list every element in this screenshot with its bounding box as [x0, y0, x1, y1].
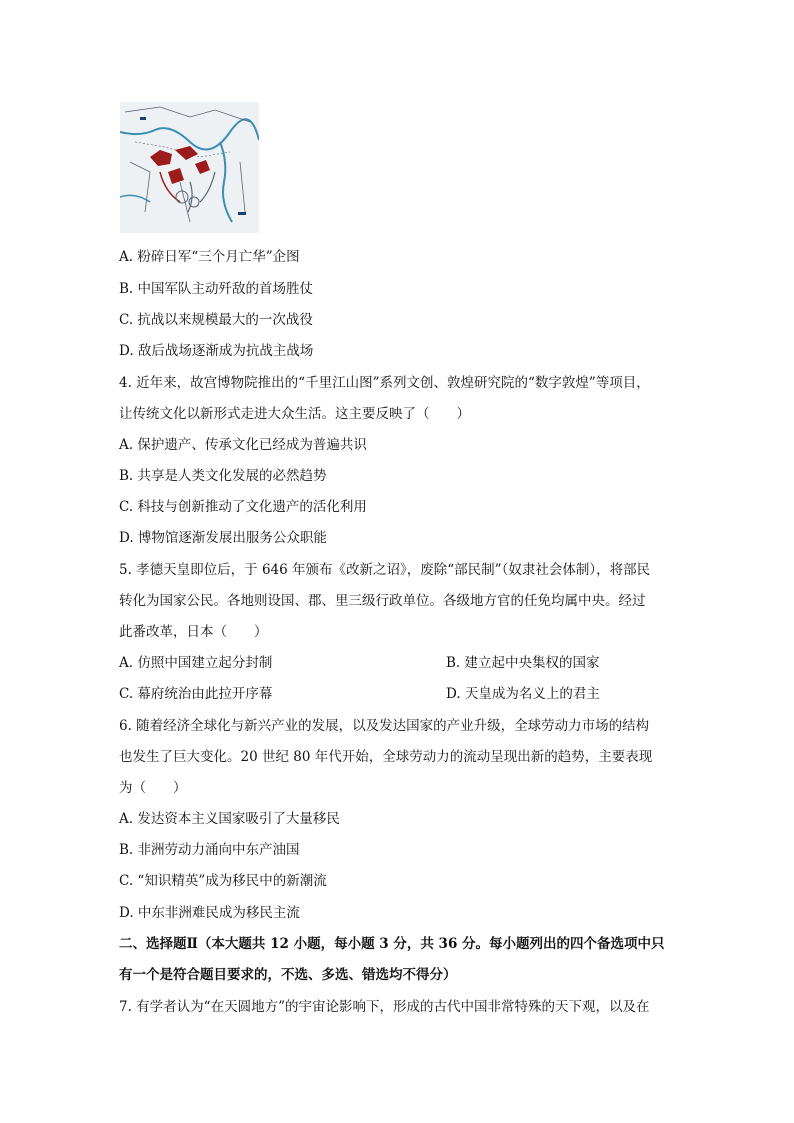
q5-stem-line3: 此番改革，日本（ ）	[119, 624, 268, 640]
q6-stem-line1: 6. 随着经济全球化与新兴产业的发展，以及发达国家的产业升级，全球劳动力市场的结构	[119, 718, 650, 734]
section2-heading-line2: 有一个是符合题目要求的，不选、多选、错选均不得分）	[119, 967, 457, 983]
q5-option-c[interactable]: C. 幕府统治由此拉开序幕	[119, 686, 273, 702]
q6-option-d[interactable]: D. 中东非洲难民成为移民主流	[119, 905, 300, 921]
q3-option-d[interactable]: D. 敌后战场逐渐成为抗战主战场	[119, 343, 314, 359]
q6-stem-line2: 也发生了巨大变化。20 世纪 80 年代开始，全球劳动力的流动呈现出新的趋势，主要表现	[119, 749, 653, 765]
q7-stem-line1: 7. 有学者认为“在天圆地方”的宇宙论影响下，形成的古代中国非常特殊的天下观，以及在	[119, 999, 650, 1015]
q5-stem-line2: 转化为国家公民。各地则设国、郡、里三级行政单位。各级地方官的任免均属中央。经过	[119, 593, 646, 609]
q5-option-a[interactable]: A. 仿照中国建立起分封制	[119, 655, 273, 671]
q4-stem-line1: 4. 近年来，故宫博物院推出的“千里江山图”系列文创、敦煌研究院的“数字敦煌”等项目，	[119, 375, 650, 391]
q6-stem-line3: 为（ ）	[119, 780, 187, 796]
q3-option-a[interactable]: A. 粉碎日军“三个月亡华”企图	[119, 249, 300, 265]
q5-option-b[interactable]: B. 建立起中央集权的国家	[446, 655, 600, 671]
q5-option-d[interactable]: D. 天皇成为名义上的君主	[446, 686, 600, 702]
q4-option-b[interactable]: B. 共享是人类文化发展的必然趋势	[119, 468, 327, 484]
q3-option-b[interactable]: B. 中国军队主动歼敌的首场胜仗	[119, 281, 314, 297]
q4-option-c[interactable]: C. 科技与创新推动了文化遗产的活化利用	[119, 499, 367, 515]
battle-map-figure	[120, 102, 259, 233]
q3-option-c[interactable]: C. 抗战以来规模最大的一次战役	[119, 312, 313, 328]
q6-option-a[interactable]: A. 发达资本主义国家吸引了大量移民	[119, 811, 340, 827]
q6-option-c[interactable]: C. “知识精英”成为移民中的新潮流	[119, 873, 327, 889]
q4-option-d[interactable]: D. 博物馆逐渐发展出服务公众职能	[119, 530, 327, 546]
q5-stem-line1: 5. 孝德天皇即位后，于 646 年颁布《改新之诏》，废除“部民制”（奴隶社会体制），将部民	[119, 562, 651, 578]
section2-heading-line1: 二、选择题Ⅱ（本大题共 12 小题，每小题 3 分，共 36 分。每小题列出的四个备选项中只	[119, 936, 665, 952]
q6-option-b[interactable]: B. 非洲劳动力涌向中东产油国	[119, 842, 300, 858]
q4-stem-line2: 让传统文化以新形式走进大众生活。这主要反映了（ ）	[119, 406, 470, 422]
q4-option-a[interactable]: A. 保护遗产、传承文化已经成为普遍共识	[119, 437, 367, 453]
